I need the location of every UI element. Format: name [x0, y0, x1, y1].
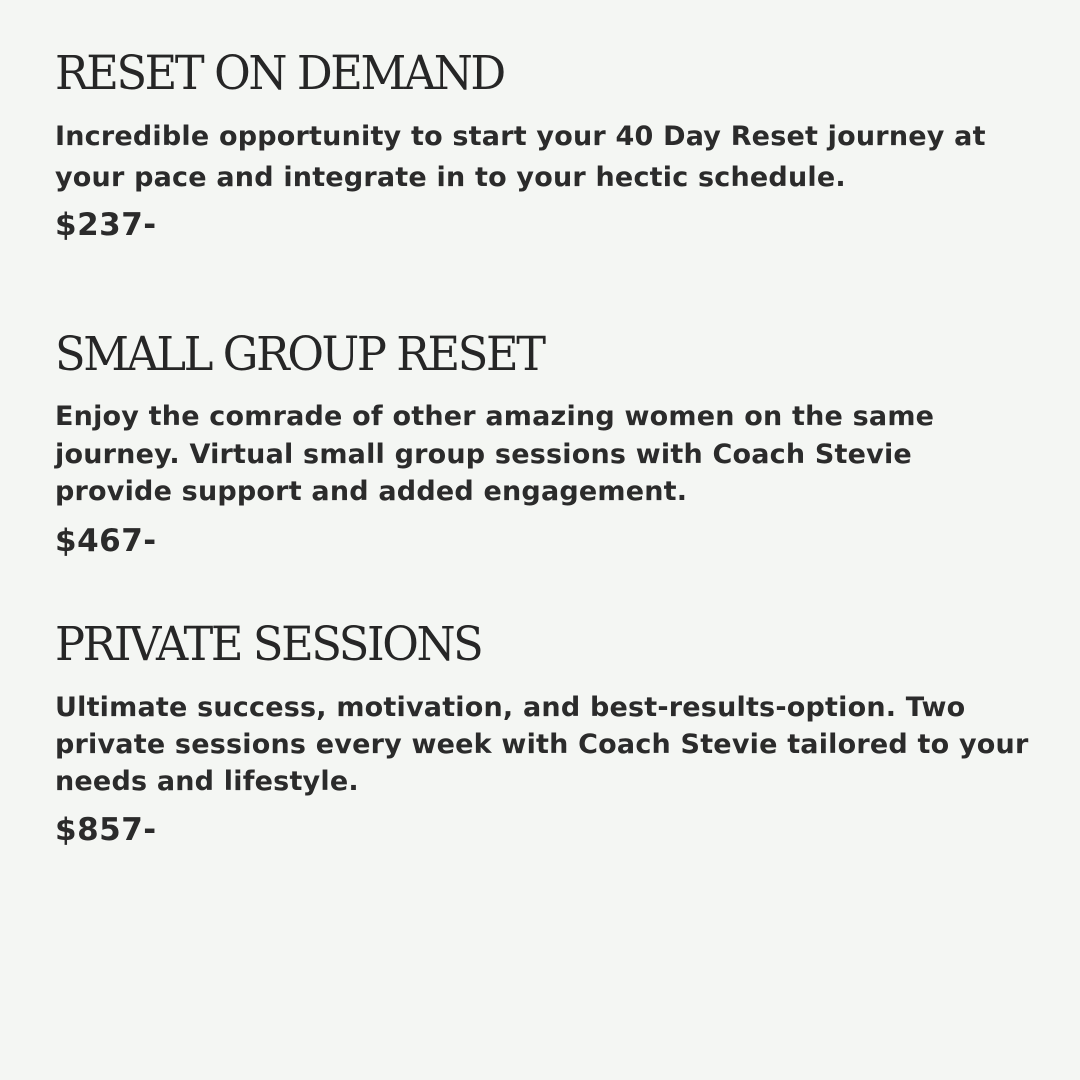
- offer-reset-on-demand: [55, 46, 1030, 245]
- offer-price: $237-: [55, 207, 157, 243]
- offer-price: $857-: [55, 812, 157, 848]
- offer-description: Incredible opportunity to start your 40 Day Reset journey at your pace and integrate in to your hectic schedule.: [55, 121, 986, 193]
- offer-title: SMALL GROUP RESET: [55, 327, 544, 382]
- offer-description: Ultimate success, motivation, and best-results-option. Two private sessions every week with Coach Stevie tailored to your needs and lifestyle.: [55, 692, 1029, 797]
- offer-price: $467-: [55, 522, 157, 559]
- offer-small-group-reset: [55, 327, 1030, 561]
- offer-private-sessions: [55, 617, 1030, 850]
- offer-title: RESET ON DEMAND: [55, 46, 504, 101]
- offer-title: PRIVATE SESSIONS: [55, 617, 482, 672]
- offer-description: Enjoy the comrade of other amazing women on the same journey. Virtual small group sessions with Coach Stevie provide support and added engagement.: [55, 401, 935, 507]
